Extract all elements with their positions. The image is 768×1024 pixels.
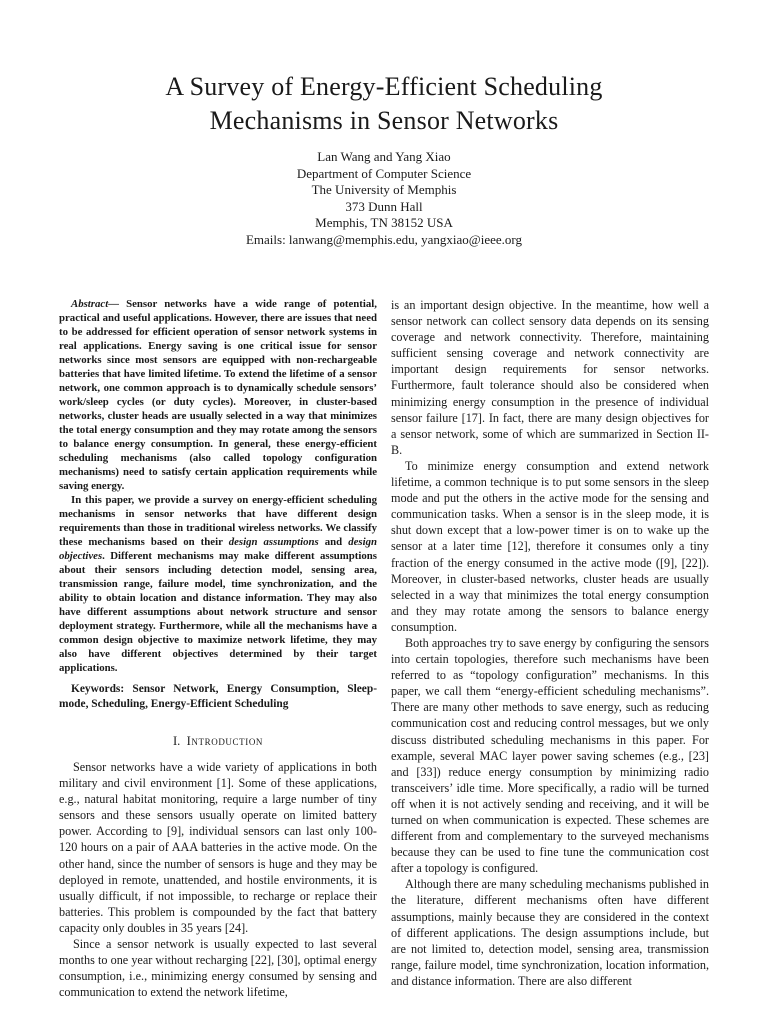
paper-title-text: A Survey of Energy-Efficient Scheduling Mechanisms in Sensor Networks <box>165 72 603 135</box>
abstract-p2-italic-design-assumptions: design assumptions <box>228 536 319 548</box>
abstract-lead: Abstract— <box>71 298 127 310</box>
intro-paragraph-1: Sensor networks have a wide variety of applications in both military and civil environment [1]. Some of these applications, e.g., natural habitat monitoring, require a large number of tiny sensors and these sensors usually operate on limited battery power. According to [9], individual sensors can last only 100-120 hours on a pair of AAA batteries in the active mode. On the other hand, since the number of sensors is huge and they may be deployed in remote, unattended, and hostile environments, it is usually difficult, if not impossible, to recharge or replace their batteries. This problem is compounded by the fact that battery capacity only doubles in 35 years [24]. <box>59 760 377 935</box>
intro-paragraph-2-continued: is an important design objective. In the meantime, how well a sensor network can collect sensory data depends on its sensing coverage and network connectivity. Therefore, maintaining sufficient sensing coverage and network connectivity are important design requirements for sensor networks. Furthermore, fault tolerance should also be considered when minimizing energy consumption in the presence of individual sensor failure [17]. In fact, there are many design objectives for a sensor network, some of which are summarized in Section II-B. <box>391 298 709 457</box>
author-emails: Emails: lanwang@memphis.edu, yangxiao@ieee.org <box>245 231 523 247</box>
abstract-p2-italic-design-objectives: design objectives <box>59 536 377 562</box>
keywords-paragraph: Keywords: Sensor Network, Energy Consumption, Sleep-mode, Scheduling, Energy-Efficient Scheduling <box>59 683 377 710</box>
two-column-body <box>59 297 709 1000</box>
abstract-p2-text-e: . Different mechanisms may make different assumptions about their sensors including detection model, sensing area, transmission range, failure model, time synchronization, and the ability to obtain location and distance information. They may also have different assumptions about network structure and sensor deployment strategy. Furthermore, while all the mechanisms have a common design objective to maximize network lifetime, they may also have different objectives determined by their target applications. <box>59 550 377 674</box>
author-names: Lan Wang and Yang Xiao <box>317 149 451 164</box>
abstract-paragraph-1 <box>59 297 377 493</box>
column-right <box>391 297 709 1000</box>
column-left <box>59 297 377 1000</box>
intro-paragraph-2-left: Since a sensor network is usually expected to last several months to one year without recharging [22], [30], optimal energy consumption, i.e., minimizing energy consumed by sensing and communication to extend the network lifetime, <box>59 937 377 1000</box>
abstract-paragraph-2 <box>59 493 377 675</box>
intro-paragraph-4: Both approaches try to save energy by configuring the sensors into certain topologies, therefore such mechanisms have been referred to as “topology configuration” mechanisms. In this paper, we call them “energy-efficient scheduling mechanisms”. There are many other methods to save energy, such as reducing communication cost and reducing control messages, but we only discuss distributed scheduling mechanisms in this paper. For example, several MAC layer power saving schemes (e.g., [23] and [33]) reduce energy consumption by minimizing radio transceivers’ idle time. More specifically, a radio will be turned off when it is not actively sending and receiving, and it will be turned on when communication is expected. These schemes are different from and complementary to the surveyed mechanisms because they can be used to fine tune the communication cost after a topology is configured. <box>391 635 709 876</box>
section-heading-introduction <box>59 734 377 749</box>
abstract-p2-text-c: and <box>318 536 349 548</box>
author-department: Department of Computer Science <box>296 165 472 181</box>
abstract-p1-text: Sensor networks have a wide range of potential, practical and useful applications. However, there are issues that need to be addressed for efficient operation of sensor network systems in real applications. Energy saving is one critical issue for sensor networks since most sensors are equipped with non-rechargeable batteries that have limited lifetime. To extend the lifetime of a sensor network, one common approach is to dynamically schedule sensors’ work/sleep cycles (or duty cycles). Moreover, in cluster-based networks, cluster heads are usually selected in a way that minimizes the total energy consumption and they may rotate among the sensors to balance energy consumption. In general, these energy-efficient scheduling mechanisms (also called topology configuration mechanisms) need to satisfy certain application requirements while saving energy. <box>59 298 377 492</box>
author-block <box>0 149 768 248</box>
author-address: 373 Dunn Hall <box>345 198 423 214</box>
intro-paragraph-5: Although there are many scheduling mechanisms published in the literature, different mechanisms often have different assumptions, mainly because they are considered in the context of different applications. The design assumptions include, but are not limited to, detection model, sensing area, transmission range, failure model, time synchronization, location information, and distance information. There are also different <box>391 877 709 988</box>
section-number: I. <box>172 734 181 748</box>
section-title: Introduction <box>186 734 264 748</box>
paper-title <box>0 70 768 138</box>
author-university: The University of Memphis <box>311 182 457 197</box>
author-city: Memphis, TN 38152 USA <box>315 215 453 230</box>
abstract-p2-text-a: In this paper, we provide a survey on energy-efficient scheduling mechanisms in sensor networks that have different design requirements than those in traditional wireless networks. We classify these mechanisms based on their <box>59 494 377 548</box>
intro-paragraph-3: To minimize energy consumption and extend network lifetime, a common technique is to put some sensors in the sleep mode and put the others in the active mode for the sensing and communication tasks. When a sensor is in the sleep mode, it is shut down except that a low-power timer is on to wake up the sensor at a later time [12], therefore it consumes only a tiny fraction of the energy consumed in the active mode ([9], [22]). Moreover, in cluster-based networks, cluster heads are usually selected in a way that minimizes the total energy consumption and they may rotate among the sensors to balance energy consumption. <box>391 458 709 634</box>
